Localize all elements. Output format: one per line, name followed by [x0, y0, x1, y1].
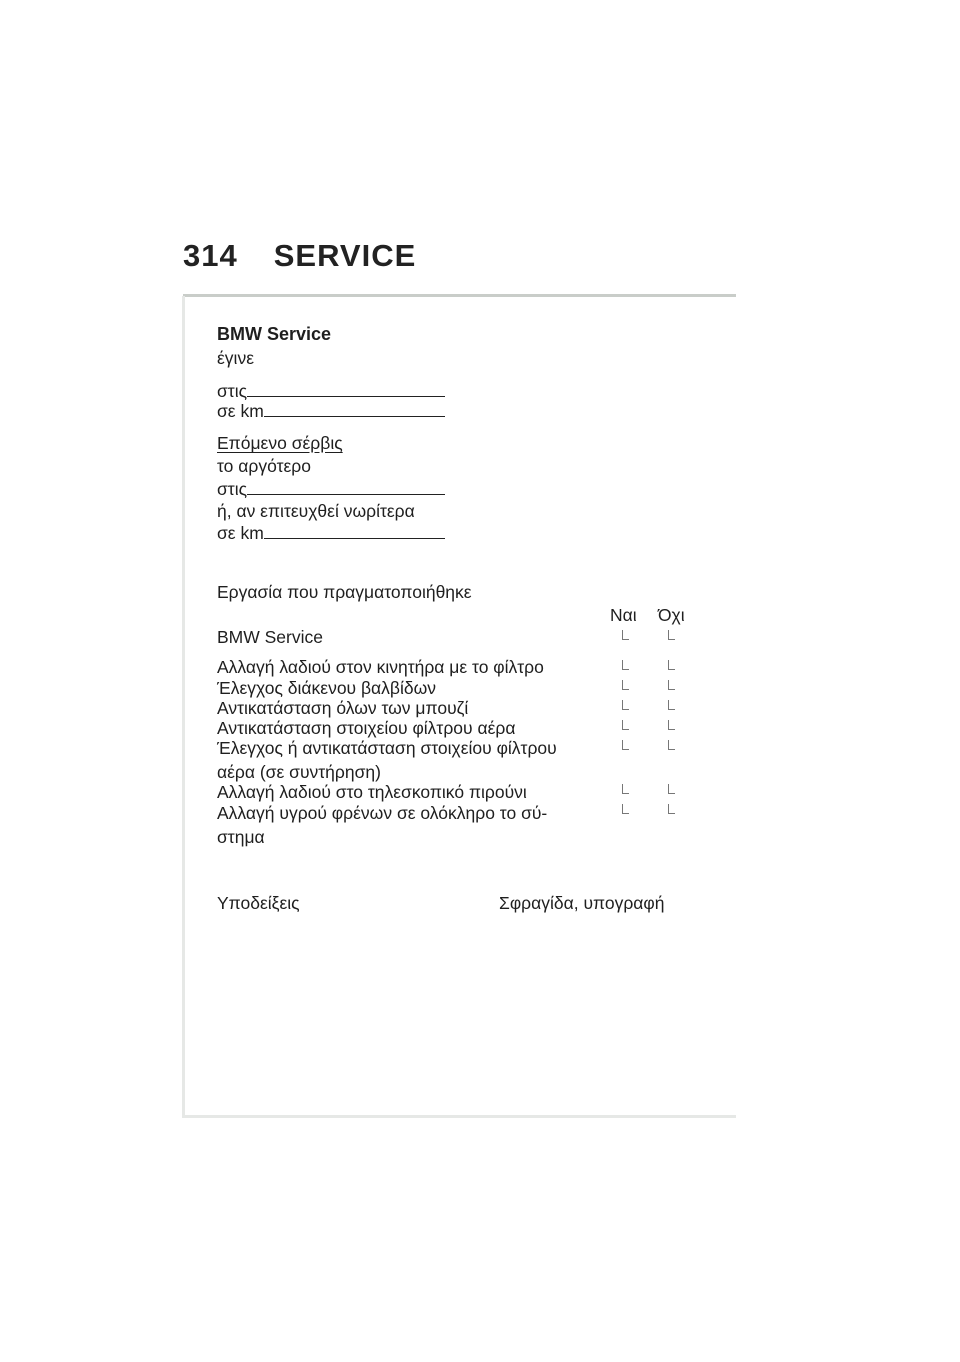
page-number: 314	[183, 238, 238, 273]
service-date-row	[217, 381, 445, 401]
service-km-label: σε km	[217, 401, 264, 421]
checkbox-no[interactable]	[668, 680, 675, 690]
service-km-field[interactable]	[264, 415, 445, 417]
next-service-earlier: ή, αν επιτευχθεί νωρίτερα	[217, 501, 415, 521]
next-service-title: Επόμενο σέρβις	[217, 433, 343, 453]
next-service-date-row	[217, 479, 445, 499]
work-item-continued: στημα	[217, 827, 265, 847]
work-item-continued: αέρα (σε συντήρηση)	[217, 762, 381, 782]
work-item: BMW Service	[217, 627, 323, 647]
work-item: Έλεγχος διάκενου βαλβίδων	[217, 678, 437, 698]
checkbox-yes[interactable]	[622, 700, 629, 710]
work-item: Έλεγχος ή αντικατάσταση στοιχείου φίλτρου	[217, 738, 557, 758]
service-km-row	[217, 401, 445, 421]
work-item: Αλλαγή υγρού φρένων σε ολόκληρο το σύ-	[217, 803, 548, 823]
service-title: BMW Service	[217, 324, 332, 344]
page-header	[183, 238, 416, 274]
checkbox-no[interactable]	[668, 720, 675, 730]
work-item: Αντικατάσταση όλων των μπουζί	[217, 698, 469, 718]
checkbox-yes[interactable]	[622, 720, 629, 730]
section-title: SERVICE	[273, 238, 417, 273]
checkbox-yes[interactable]	[622, 804, 629, 814]
stamp-signature-label: Σφραγίδα, υπογραφή	[499, 893, 665, 913]
bottom-divider	[183, 1115, 736, 1118]
service-date-field[interactable]	[247, 395, 445, 397]
next-service-latest: το αργότερο	[217, 456, 311, 476]
checkbox-no[interactable]	[668, 700, 675, 710]
next-service-km-field[interactable]	[264, 537, 445, 539]
work-item: Αντικατάσταση στοιχείου φίλτρου αέρα	[217, 718, 516, 738]
checkbox-no[interactable]	[668, 660, 675, 670]
next-service-date-field[interactable]	[247, 493, 445, 495]
checkbox-yes[interactable]	[622, 660, 629, 670]
top-divider	[183, 294, 736, 297]
left-border	[182, 296, 185, 1118]
checkbox-no[interactable]	[668, 804, 675, 814]
column-yes-header: Ναι	[610, 605, 637, 625]
service-done-label: έγινε	[217, 348, 254, 368]
checkbox-no[interactable]	[668, 784, 675, 794]
work-item: Αλλαγή λαδιού στον κινητήρα με το φίλτρο	[217, 657, 544, 677]
next-service-date-label: στις	[217, 479, 248, 499]
work-item: Αλλαγή λαδιού στο τηλεσκοπικό πιρούνι	[217, 782, 527, 802]
work-done-heading: Εργασία που πραγματοποιήθηκε	[217, 582, 472, 602]
column-no-header: Όχι	[658, 605, 685, 625]
checkbox-no[interactable]	[668, 740, 675, 750]
service-date-label: στις	[217, 381, 248, 401]
notes-label: Υποδείξεις	[217, 893, 300, 913]
checkbox-yes[interactable]	[622, 680, 629, 690]
checkbox-yes[interactable]	[622, 630, 629, 640]
next-service-km-label: σε km	[217, 523, 264, 543]
checkbox-yes[interactable]	[622, 784, 629, 794]
next-service-km-row	[217, 523, 445, 543]
checkbox-no[interactable]	[668, 630, 675, 640]
checkbox-yes[interactable]	[622, 740, 629, 750]
